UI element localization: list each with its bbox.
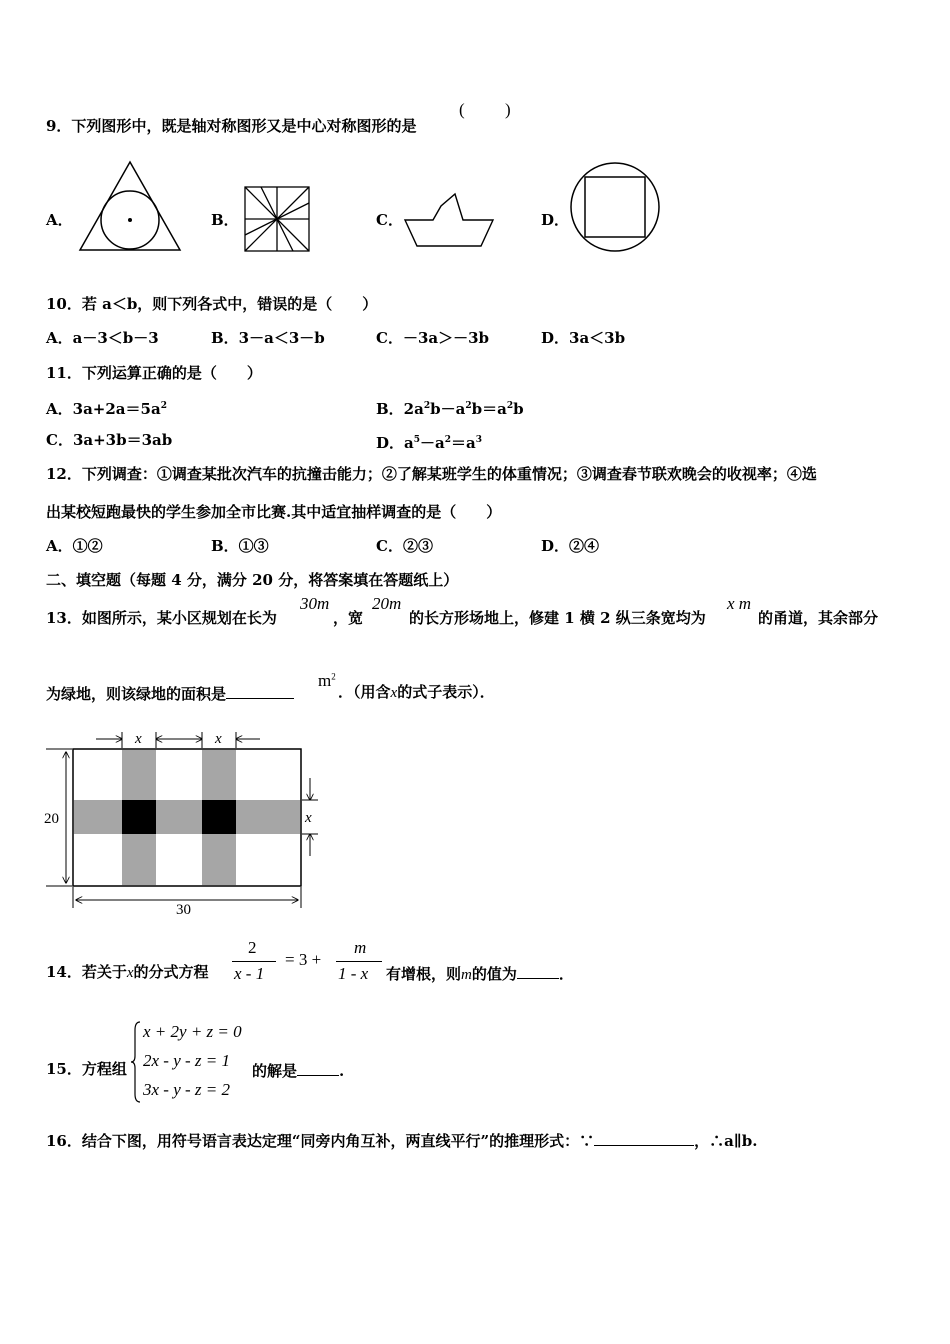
q11-option-b: B．$2a^2b-a^2b=a^2b$ [376,400,524,418]
q13-answer-blank[interactable] [226,683,294,699]
pinwheel-figure [241,183,313,255]
fig-top-x-2: x [215,731,222,747]
q15-equation-2: 2x - y - z = 1 [143,1051,231,1070]
q13-text-3: 的长方形场地上，修建 1 横 2 纵三条宽均为 [409,609,706,627]
triangle-circle-figure [76,160,184,254]
q12-option-d: D．②④ [541,537,600,555]
q12-stem-line1: 12．下列调查：①调查某批次汽车的抗撞击能力；②了解某班学生的体重情况；③调查春节联欢晚会的收视率；④选 [46,465,817,483]
q14-fraction-1-denominator: x - 1 [234,964,265,983]
fig-top-x-1: x [135,731,142,747]
q10-option-d: D．3a＜3b [541,329,626,347]
q12-option-b: B．①③ [211,537,269,555]
q12-stem-line2: 出某校短跑最快的学生参加全市比赛.其中适宜抽样调查的是（ ） [46,503,502,521]
q15-text-2: 的解是 . [252,1062,345,1080]
q11-option-d: D．$a^5-a^2=a^3$ [376,434,482,452]
left-brace [130,1020,142,1104]
q10-option-a: A．a－3＜b－3 [46,329,159,347]
fig-left-20: 20 [44,811,59,827]
q9-paren-right: ) [505,100,511,119]
boat-figure [403,190,495,250]
q9-stem: 9．下列图形中，既是轴对称图形又是中心对称图形的是 [46,117,417,135]
q14-fraction-1-numerator: 2 [248,938,257,957]
q13-unit: $m^2$ [318,671,336,690]
q12-option-a: A．①② [46,537,103,555]
fig-bottom-30: 30 [176,902,191,918]
q9-option-c-label: C． [376,211,403,229]
q10-option-c: C．－3a＞－3b [376,329,490,347]
q13-text-6: ．（用含x的式子表示）． [338,683,495,701]
q9-option-a-label: A． [46,211,73,229]
q13-length: 30m [300,594,330,613]
q14-fraction-2-bar [336,961,382,962]
q14-fraction-2-denominator: 1 - x [338,964,369,983]
q10-stem: 10．若 a＜b，则下列各式中，错误的是（ ） [46,295,378,313]
q13-text-2: ，宽 [333,609,364,627]
fig-right-x: x [305,810,312,826]
q14-text-2: 有增根，则m的值为 ． [386,965,574,983]
q12-option-c: C．②③ [376,537,433,555]
q14-fraction-2-numerator: m [354,938,367,957]
q11-stem: 11．下列运算正确的是（ ） [46,364,262,382]
q14-answer-blank[interactable] [517,963,559,979]
section-2-heading: 二、填空题（每题 4 分，满分 20 分，将答案填在答题纸上） [46,571,459,589]
q14-fraction-1-bar [232,961,276,962]
q13-text-1: 13．如图所示，某小区规划在长为 [46,609,277,627]
q13-field-diagram [40,726,330,922]
square-in-circle-figure [568,160,662,254]
q9-option-b-label: B． [211,211,239,229]
q9-paren-left: ( [459,100,465,119]
q13-width: 20m [372,594,402,613]
q13-road-width: x m [727,594,752,613]
q16-text: 16．结合下图，用符号语言表达定理“同旁内角互补，两直线平行”的推理形式：∵ ，∴a∥b. [46,1132,758,1150]
q16-answer-blank[interactable] [594,1130,694,1146]
q11-option-c: C．3a+3b＝3ab [46,431,173,449]
q9-option-d-label: D． [541,211,570,229]
q15-equation-3: 3x - y - z = 2 [143,1080,231,1099]
q11-option-a: A．$3a+2a=5a^2$ [46,400,167,418]
q14-text-1: 14．若关于x的分式方程 [46,963,209,981]
q15-text-1: 15．方程组 [46,1060,127,1078]
q13-text-4: 的甬道，其余部分 [758,609,879,627]
q15-equation-1: x + 2y + z = 0 [143,1022,242,1041]
q15-answer-blank[interactable] [297,1060,339,1076]
q10-option-b: B．3－a＜3－b [211,329,325,347]
q14-equals: = 3 + [285,950,322,969]
q13-text-5: 为绿地，则该绿地的面积是 [46,683,294,703]
